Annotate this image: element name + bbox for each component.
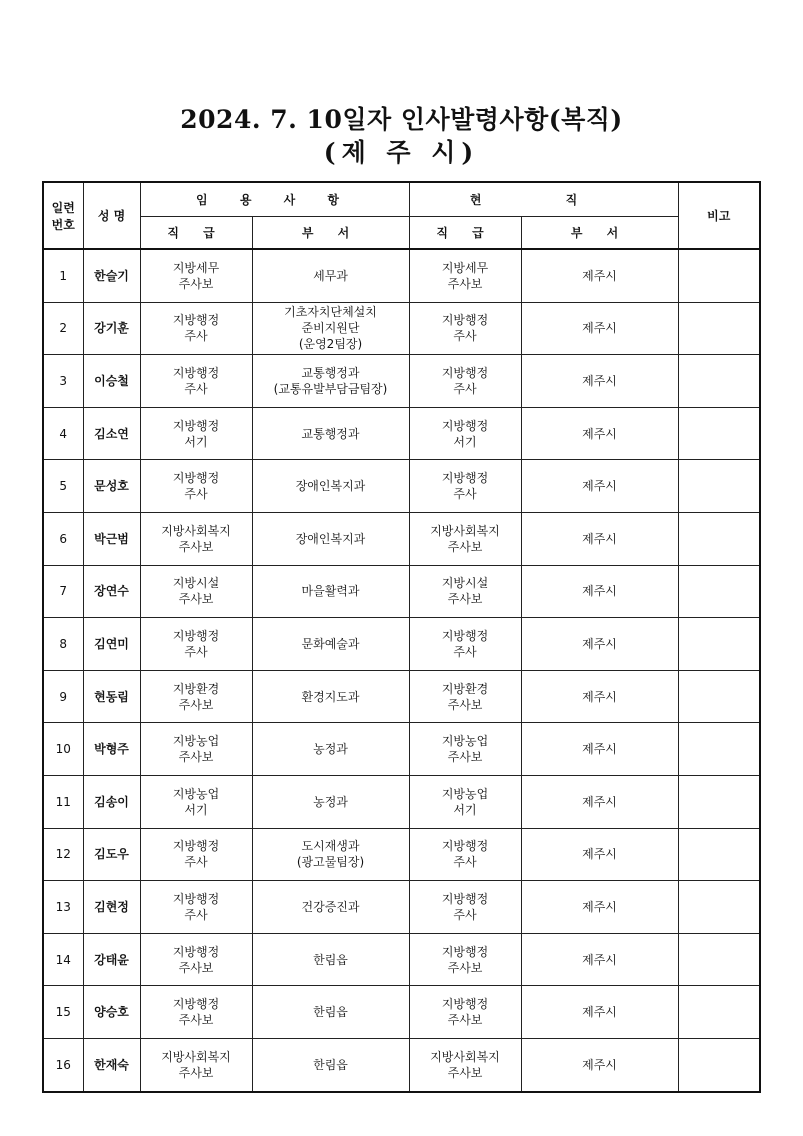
cell-line: 주사보 xyxy=(447,1013,483,1028)
cell-line: 지방사회복지 xyxy=(430,523,500,538)
row-number: 14 xyxy=(43,933,83,986)
table-row xyxy=(43,986,760,1039)
cell-line: 주사 xyxy=(453,329,477,344)
current-grade xyxy=(409,618,521,671)
current-department: 제주시 xyxy=(521,775,678,828)
cell-line: 주사 xyxy=(184,855,208,870)
cell-line: 지방시설 xyxy=(172,576,220,591)
cell-line: 지방행정 xyxy=(172,891,220,906)
cell-line: 지방행정 xyxy=(172,997,220,1012)
new-grade xyxy=(140,881,252,934)
current-department: 제주시 xyxy=(521,828,678,881)
current-grade xyxy=(409,775,521,828)
cell-line: 지방세무 xyxy=(441,260,489,275)
cell-line: 주사보 xyxy=(178,1013,214,1028)
cell-line: (교통유발부담금팀장) xyxy=(273,381,388,396)
current-department: 제주시 xyxy=(521,302,678,355)
cell-line: 주사보 xyxy=(178,750,214,765)
remarks-cell xyxy=(678,986,760,1039)
row-number: 16 xyxy=(43,1038,83,1091)
current-grade xyxy=(409,460,521,513)
new-grade xyxy=(140,302,252,355)
table-row xyxy=(43,407,760,460)
current-department: 제주시 xyxy=(521,565,678,618)
header-serial-number: 일련 번호 xyxy=(43,182,83,249)
new-grade xyxy=(140,565,252,618)
new-department xyxy=(252,881,409,934)
cell-line: 지방사회복지 xyxy=(161,523,231,538)
row-number: 13 xyxy=(43,881,83,934)
employee-name: 김송이 xyxy=(83,775,140,828)
cell-line: 주사 xyxy=(453,644,477,659)
remarks-cell xyxy=(678,249,760,302)
new-department xyxy=(252,723,409,776)
cell-line: 문화예술과 xyxy=(301,636,360,651)
cell-line: 주사 xyxy=(184,644,208,659)
current-grade xyxy=(409,1038,521,1091)
current-department: 제주시 xyxy=(521,670,678,723)
new-grade xyxy=(140,512,252,565)
current-grade xyxy=(409,723,521,776)
employee-name: 김연미 xyxy=(83,618,140,671)
row-number: 6 xyxy=(43,512,83,565)
employee-name: 양승호 xyxy=(83,986,140,1039)
new-grade xyxy=(140,986,252,1039)
current-department: 제주시 xyxy=(521,407,678,460)
current-department: 제주시 xyxy=(521,933,678,986)
table-row xyxy=(43,302,760,355)
current-department: 제주시 xyxy=(521,355,678,408)
current-grade xyxy=(409,933,521,986)
cell-line: 주사보 xyxy=(178,1065,214,1080)
new-department xyxy=(252,1038,409,1091)
cell-line: 한림읍 xyxy=(313,1057,348,1072)
cell-line: 주사 xyxy=(453,487,477,502)
employee-name: 박근범 xyxy=(83,512,140,565)
cell-line: 지방행정 xyxy=(172,944,220,959)
new-department xyxy=(252,355,409,408)
remarks-cell xyxy=(678,302,760,355)
row-number: 8 xyxy=(43,618,83,671)
cell-line: 지방농업 xyxy=(172,734,220,749)
cell-line: 지방행정 xyxy=(441,471,489,486)
personnel-table xyxy=(42,181,761,1093)
cell-line: 지방세무 xyxy=(172,260,220,275)
cell-line: 농정과 xyxy=(313,742,348,757)
cell-line: 세무과 xyxy=(313,268,348,283)
new-department xyxy=(252,828,409,881)
current-grade xyxy=(409,986,521,1039)
new-grade xyxy=(140,723,252,776)
current-grade xyxy=(409,828,521,881)
cell-line: 지방행정 xyxy=(441,628,489,643)
new-grade xyxy=(140,460,252,513)
cell-line: 교통행정과 xyxy=(301,365,360,380)
cell-line: 지방농업 xyxy=(441,734,489,749)
current-department: 제주시 xyxy=(521,881,678,934)
cell-line: 주사보 xyxy=(447,960,483,975)
header-new-dept: 부 서 xyxy=(252,216,409,249)
table-row xyxy=(43,565,760,618)
cell-line: 지방행정 xyxy=(172,418,220,433)
row-number: 4 xyxy=(43,407,83,460)
new-grade xyxy=(140,618,252,671)
current-grade xyxy=(409,670,521,723)
cell-line: 서기 xyxy=(184,434,208,449)
current-department: 제주시 xyxy=(521,723,678,776)
table-row xyxy=(43,881,760,934)
cell-line: 주사보 xyxy=(178,697,214,712)
cell-line: 주사보 xyxy=(447,697,483,712)
remarks-cell xyxy=(678,881,760,934)
cell-line: 지방행정 xyxy=(172,365,220,380)
employee-name: 김현정 xyxy=(83,881,140,934)
remarks-cell xyxy=(678,512,760,565)
cell-line: 지방시설 xyxy=(441,576,489,591)
new-department xyxy=(252,302,409,355)
table-row xyxy=(43,828,760,881)
employee-name: 강기훈 xyxy=(83,302,140,355)
table-row xyxy=(43,933,760,986)
remarks-cell xyxy=(678,723,760,776)
cell-line: 주사 xyxy=(453,855,477,870)
page-title: 2024. 7. 10일자 인사발령사항(복직) xyxy=(180,105,623,134)
cell-line: (광고물팀장) xyxy=(296,855,365,870)
new-department xyxy=(252,618,409,671)
cell-line: 주사보 xyxy=(447,539,483,554)
employee-name: 현동림 xyxy=(83,670,140,723)
employee-name: 김도우 xyxy=(83,828,140,881)
cell-line: 한림읍 xyxy=(313,952,348,967)
current-grade xyxy=(409,512,521,565)
current-grade xyxy=(409,565,521,618)
current-department: 제주시 xyxy=(521,986,678,1039)
new-department xyxy=(252,670,409,723)
new-department xyxy=(252,460,409,513)
cell-line: 서기 xyxy=(184,802,208,817)
remarks-cell xyxy=(678,670,760,723)
cell-line: 지방행정 xyxy=(441,365,489,380)
cell-line: 지방행정 xyxy=(172,839,220,854)
header-remarks: 비고 xyxy=(678,182,760,249)
remarks-cell xyxy=(678,460,760,513)
new-department xyxy=(252,407,409,460)
cell-line: 지방행정 xyxy=(441,839,489,854)
cell-line: 주사보 xyxy=(178,276,214,291)
cell-line: 지방행정 xyxy=(441,418,489,433)
cell-line: 지방행정 xyxy=(172,313,220,328)
table-row xyxy=(43,460,760,513)
new-grade xyxy=(140,828,252,881)
row-number: 2 xyxy=(43,302,83,355)
new-grade xyxy=(140,670,252,723)
header-current-grade: 직 급 xyxy=(409,216,521,249)
cell-line: 지방농업 xyxy=(441,786,489,801)
cell-line: 건강증진과 xyxy=(301,899,360,914)
employee-name: 한슬기 xyxy=(83,249,140,302)
table-row xyxy=(43,355,760,408)
cell-line: 주사보 xyxy=(447,276,483,291)
new-grade xyxy=(140,933,252,986)
table-row xyxy=(43,723,760,776)
row-number: 1 xyxy=(43,249,83,302)
table-row xyxy=(43,618,760,671)
cell-line: (운영2팀장) xyxy=(298,337,363,352)
header-current-dept: 부 서 xyxy=(521,216,678,249)
row-number: 5 xyxy=(43,460,83,513)
new-grade xyxy=(140,407,252,460)
cell-line: 환경지도과 xyxy=(301,689,360,704)
cell-line: 지방행정 xyxy=(441,891,489,906)
new-department xyxy=(252,986,409,1039)
new-grade xyxy=(140,249,252,302)
current-grade xyxy=(409,881,521,934)
header-new-grade: 직 급 xyxy=(140,216,252,249)
remarks-cell xyxy=(678,407,760,460)
employee-name: 강태윤 xyxy=(83,933,140,986)
remarks-cell xyxy=(678,565,760,618)
current-department: 제주시 xyxy=(521,460,678,513)
header-appointment: 임 용 사 항 xyxy=(140,182,409,216)
cell-line: 주사보 xyxy=(178,960,214,975)
employee-name: 문성호 xyxy=(83,460,140,513)
cell-line: 한림읍 xyxy=(313,1005,348,1020)
remarks-cell xyxy=(678,355,760,408)
remarks-cell xyxy=(678,1038,760,1091)
row-number: 11 xyxy=(43,775,83,828)
remarks-cell xyxy=(678,828,760,881)
new-department xyxy=(252,512,409,565)
current-department: 제주시 xyxy=(521,1038,678,1091)
cell-line: 주사보 xyxy=(447,1065,483,1080)
cell-line: 지방환경 xyxy=(172,681,220,696)
cell-line: 도시재생과 xyxy=(301,839,360,854)
cell-line: 주사보 xyxy=(178,539,214,554)
table-row xyxy=(43,512,760,565)
employee-name: 김소연 xyxy=(83,407,140,460)
cell-line: 지방농업 xyxy=(172,786,220,801)
cell-line: 주사 xyxy=(184,487,208,502)
cell-line: 지방행정 xyxy=(441,997,489,1012)
cell-line: 지방사회복지 xyxy=(430,1049,500,1064)
cell-line: 주사 xyxy=(184,329,208,344)
cell-line: 지방사회복지 xyxy=(161,1049,231,1064)
cell-line: 주사 xyxy=(453,907,477,922)
new-department xyxy=(252,565,409,618)
row-number: 3 xyxy=(43,355,83,408)
employee-name: 장연수 xyxy=(83,565,140,618)
employee-name: 이승철 xyxy=(83,355,140,408)
new-grade xyxy=(140,355,252,408)
cell-line: 지방행정 xyxy=(441,313,489,328)
table-row xyxy=(43,1038,760,1091)
new-department xyxy=(252,775,409,828)
current-department: 제주시 xyxy=(521,249,678,302)
cell-line: 마을활력과 xyxy=(301,584,360,599)
row-number: 9 xyxy=(43,670,83,723)
row-number: 7 xyxy=(43,565,83,618)
remarks-cell xyxy=(678,618,760,671)
cell-line: 주사보 xyxy=(447,750,483,765)
page-subtitle: (제 주 시) xyxy=(323,138,480,167)
cell-line: 주사 xyxy=(184,381,208,396)
cell-line: 지방환경 xyxy=(441,681,489,696)
cell-line: 기초자치단체설치 xyxy=(284,305,377,320)
table-row xyxy=(43,775,760,828)
cell-line: 주사보 xyxy=(178,592,214,607)
row-number: 12 xyxy=(43,828,83,881)
header-name: 성 명 xyxy=(83,182,140,249)
new-grade xyxy=(140,1038,252,1091)
cell-line: 서기 xyxy=(453,802,477,817)
cell-line: 준비지원단 xyxy=(301,321,360,336)
cell-line: 교통행정과 xyxy=(301,426,360,441)
current-grade xyxy=(409,355,521,408)
table-row xyxy=(43,249,760,302)
current-grade xyxy=(409,302,521,355)
cell-line: 지방행정 xyxy=(172,628,220,643)
row-number: 15 xyxy=(43,986,83,1039)
current-department: 제주시 xyxy=(521,618,678,671)
cell-line: 주사 xyxy=(453,381,477,396)
cell-line: 지방행정 xyxy=(172,471,220,486)
table-row xyxy=(43,670,760,723)
new-department xyxy=(252,249,409,302)
new-grade xyxy=(140,775,252,828)
cell-line: 농정과 xyxy=(313,794,348,809)
cell-line: 지방행정 xyxy=(441,944,489,959)
table-body xyxy=(43,249,760,1092)
current-grade xyxy=(409,249,521,302)
new-department xyxy=(252,933,409,986)
current-grade xyxy=(409,407,521,460)
header-current-position: 현 직 xyxy=(409,182,678,216)
employee-name: 박형주 xyxy=(83,723,140,776)
cell-line: 주사 xyxy=(184,907,208,922)
cell-line: 주사보 xyxy=(447,592,483,607)
remarks-cell xyxy=(678,775,760,828)
cell-line: 장애인복지과 xyxy=(295,479,366,494)
cell-line: 서기 xyxy=(453,434,477,449)
cell-line: 장애인복지과 xyxy=(295,531,366,546)
current-department: 제주시 xyxy=(521,512,678,565)
row-number: 10 xyxy=(43,723,83,776)
employee-name: 한재숙 xyxy=(83,1038,140,1091)
remarks-cell xyxy=(678,933,760,986)
